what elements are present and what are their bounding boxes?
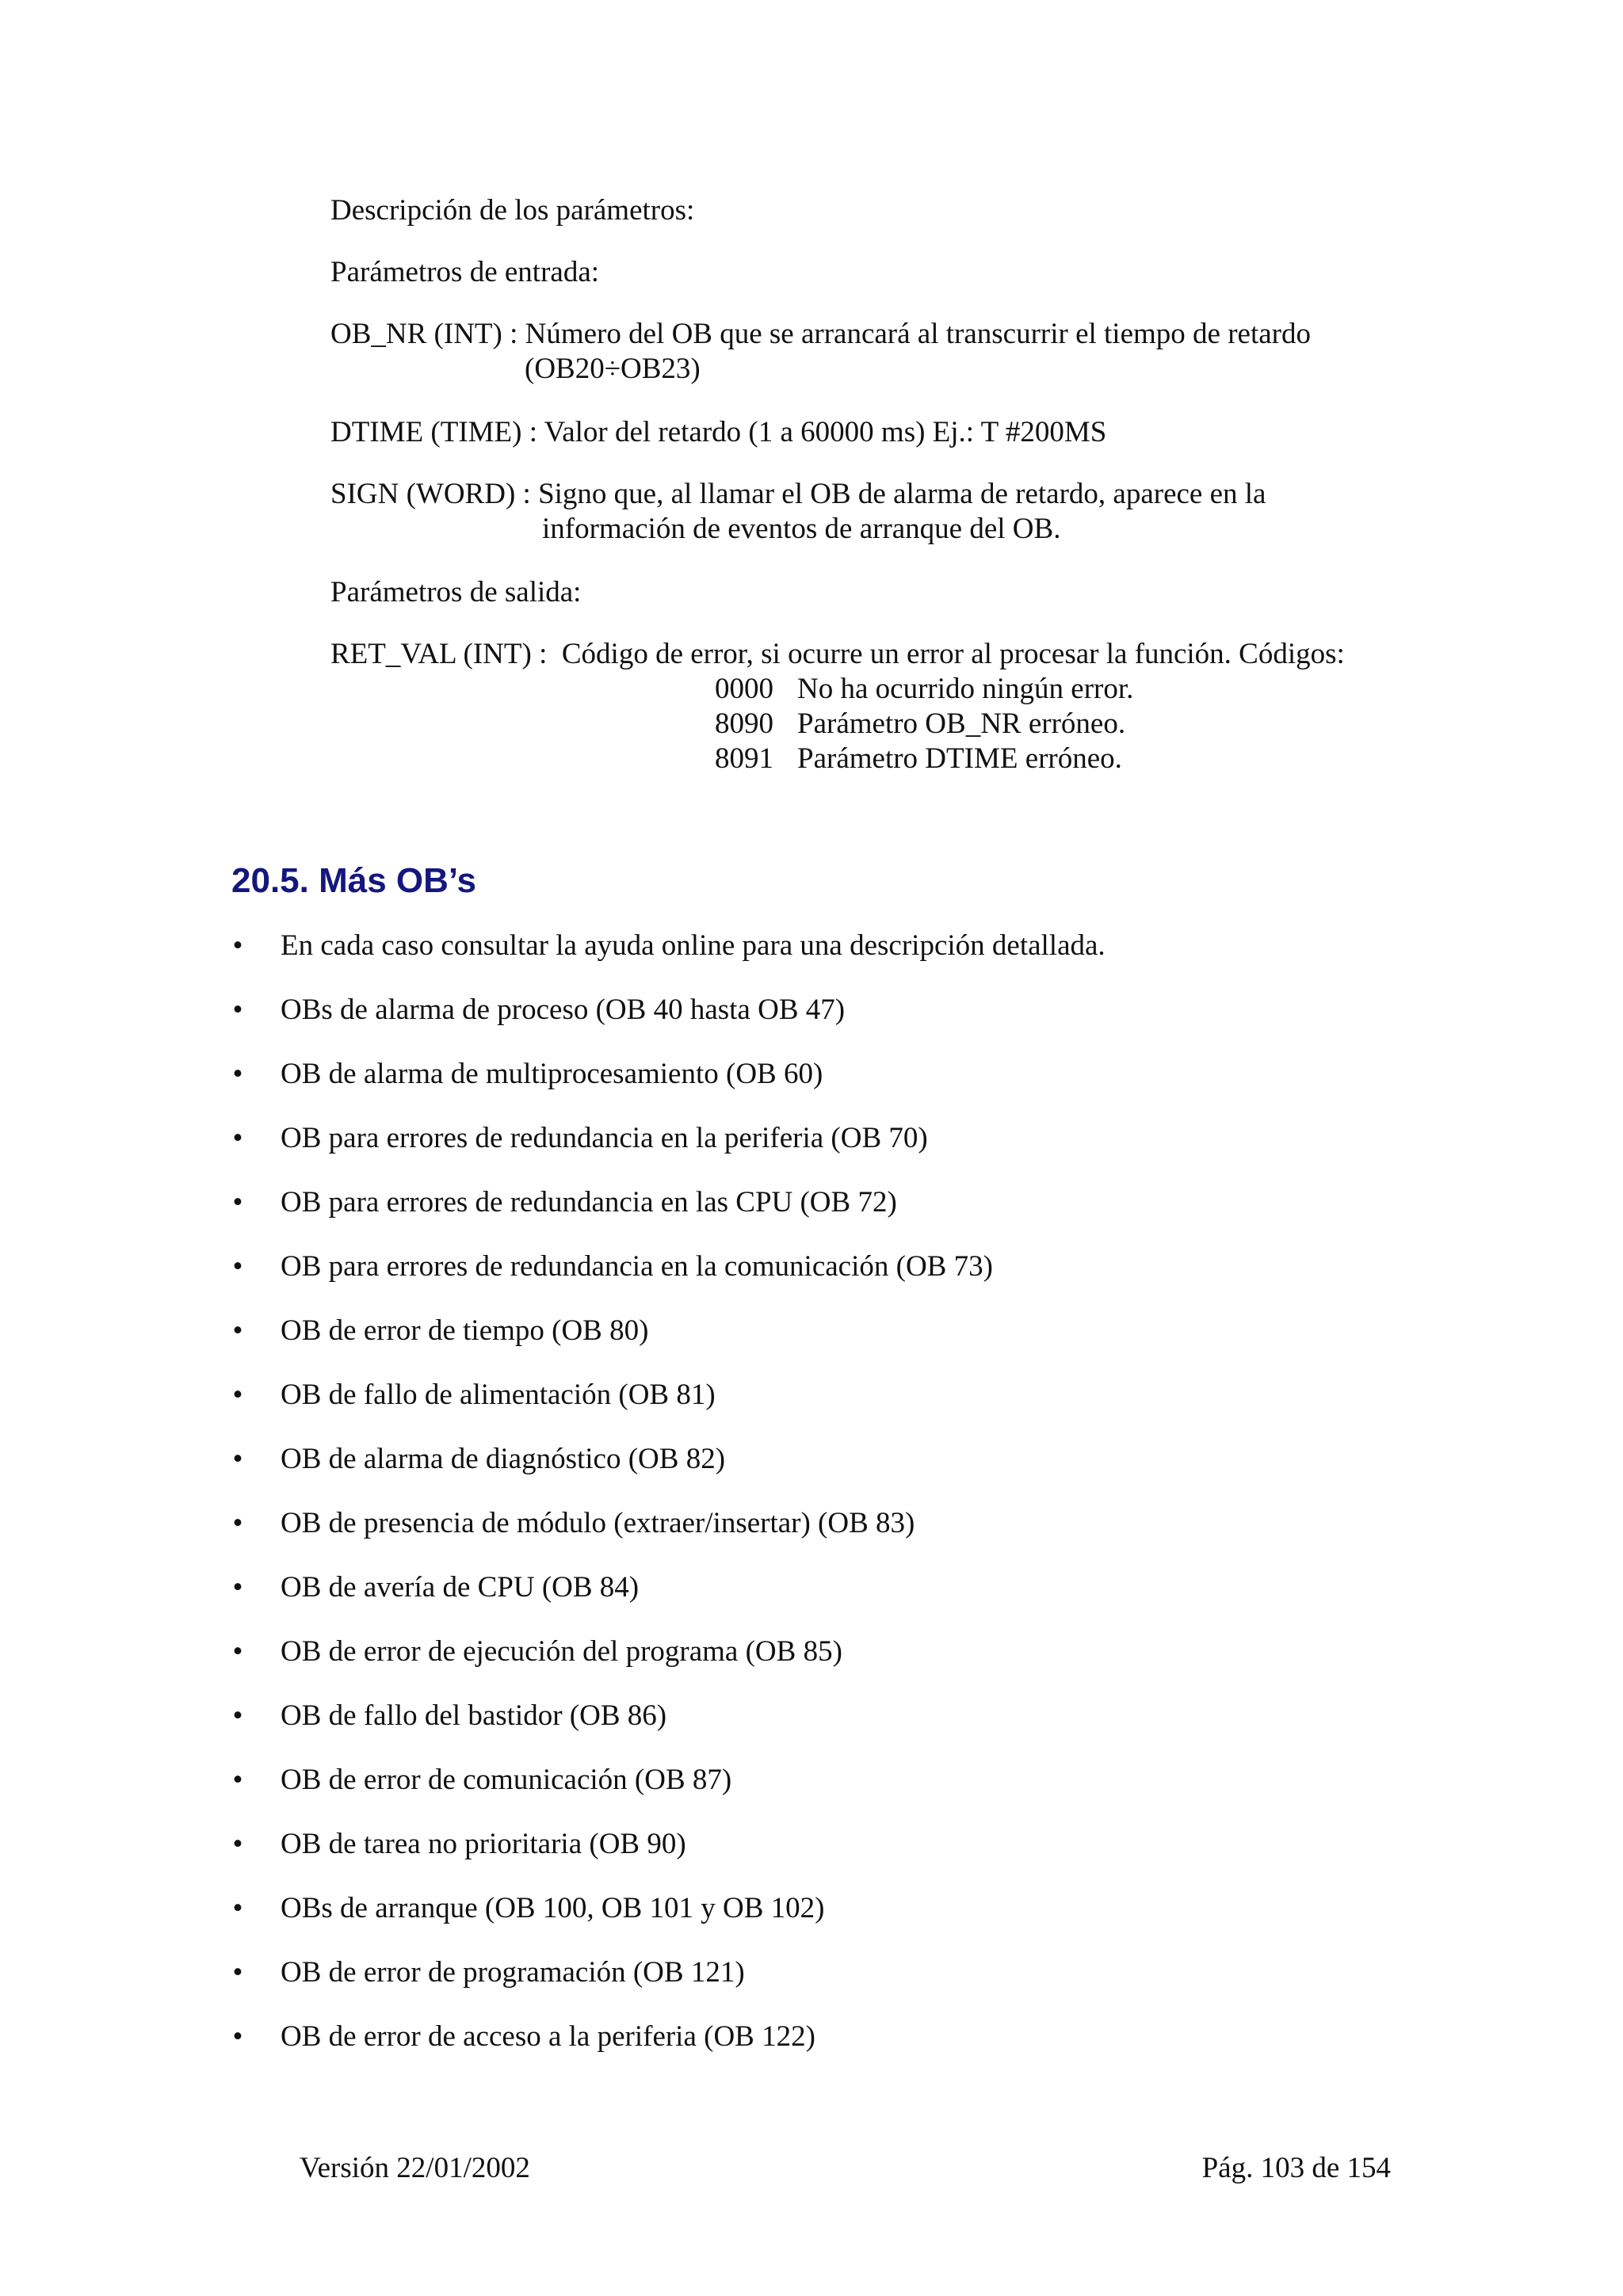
- list-item-text: OB de alarma de multiprocesamiento (OB 60): [281, 1058, 823, 1090]
- sign-param: [330, 477, 1266, 512]
- bullet-icon: •: [232, 994, 243, 1026]
- bullet-icon: •: [232, 1314, 243, 1347]
- list-item: [0, 1763, 1623, 1827]
- bullet-icon: •: [232, 1443, 243, 1475]
- list-item: [0, 1570, 1623, 1634]
- bullet-icon: •: [232, 1250, 243, 1283]
- list-item-text: OB de error de programación (OB 121): [281, 1956, 745, 1989]
- error-code-row: [715, 707, 1125, 742]
- ob-nr-label: OB_NR (INT) :: [330, 318, 525, 350]
- list-item-text: OBs de arranque (OB 100, OB 101 y OB 102): [281, 1892, 825, 1924]
- bullet-icon: •: [232, 1764, 243, 1796]
- list-item-text: En cada caso consultar la ayuda online para una descripción detallada.: [281, 929, 1106, 962]
- ret-val-label: RET_VAL (INT) :: [330, 638, 562, 670]
- list-item-text: OB de fallo de alimentación (OB 81): [281, 1379, 716, 1411]
- list-item-text: OB de error de comunicación (OB 87): [281, 1764, 732, 1796]
- list-item: [0, 1891, 1623, 1955]
- error-code: 8091: [715, 742, 773, 775]
- ob-nr-param: [330, 317, 1311, 352]
- ob-nr-range: (OB20÷OB23): [525, 353, 701, 385]
- list-item-text: OB de alarma de diagnóstico (OB 82): [281, 1443, 726, 1475]
- list-item: [0, 1442, 1623, 1506]
- list-item: [0, 1185, 1623, 1249]
- list-item-text: OBs de alarma de proceso (OB 40 hasta OB 47): [281, 994, 846, 1026]
- bullet-icon: •: [232, 2020, 243, 2053]
- list-item-text: OB de presencia de módulo (extraer/insertar) (OB 83): [281, 1507, 915, 1539]
- error-code: 0000: [715, 673, 773, 705]
- bullet-icon: •: [232, 1058, 243, 1090]
- list-item: [0, 993, 1623, 1057]
- bullet-icon: •: [232, 929, 243, 962]
- list-item: [0, 1506, 1623, 1570]
- error-code-desc: Parámetro DTIME erróneo.: [797, 742, 1122, 775]
- bullet-icon: •: [232, 1635, 243, 1668]
- footer-page-number: Pág. 103 de 154: [1201, 2152, 1391, 2184]
- bullet-icon: •: [232, 1122, 243, 1154]
- list-item: [0, 2019, 1623, 2084]
- sign-label: SIGN (WORD) :: [330, 478, 539, 510]
- list-item: [0, 1699, 1623, 1763]
- error-code-desc: No ha ocurrido ningún error.: [797, 673, 1134, 705]
- footer-version: Versión 22/01/2002: [300, 2152, 530, 2184]
- sign-description: Signo que, al llamar el OB de alarma de retardo, aparece en la: [538, 478, 1266, 510]
- section-heading: 20.5. Más OB’s: [231, 861, 476, 900]
- ret-val-description: Código de error, si ocurre un error al procesar la función. Códigos:: [561, 638, 1345, 670]
- sign-description-cont: información de eventos de arranque del OB.: [542, 513, 1061, 545]
- input-params-heading: Parámetros de entrada:: [330, 256, 600, 288]
- error-code-row: [715, 742, 1122, 776]
- bullet-icon: •: [232, 1892, 243, 1924]
- list-item: [0, 1378, 1623, 1442]
- dtime-param: DTIME (TIME) : Valor del retardo (1 a 60000 ms) Ej.: T #200MS: [330, 416, 1107, 448]
- list-item-text: OB de avería de CPU (OB 84): [281, 1571, 640, 1604]
- list-item: [0, 1827, 1623, 1891]
- list-item-text: OB de error de tiempo (OB 80): [281, 1314, 649, 1347]
- list-item-text: OB de error de ejecución del programa (OB 85): [281, 1635, 842, 1668]
- list-item-text: OB para errores de redundancia en las CPU (OB 72): [281, 1186, 897, 1219]
- error-code-row: [715, 672, 1133, 707]
- bullet-icon: •: [232, 1507, 243, 1539]
- list-item-text: OB para errores de redundancia en la periferia (OB 70): [281, 1122, 928, 1154]
- bullet-icon: •: [232, 1699, 243, 1732]
- list-item: [0, 1249, 1623, 1314]
- list-item: [0, 1314, 1623, 1378]
- ob-bullet-list: [0, 929, 1623, 2084]
- list-item-text: OB de fallo del bastidor (OB 86): [281, 1699, 667, 1732]
- error-code: 8090: [715, 707, 773, 740]
- bullet-icon: •: [232, 1956, 243, 1989]
- list-item-text: OB de tarea no prioritaria (OB 90): [281, 1828, 686, 1860]
- list-item: [0, 929, 1623, 993]
- list-item: [0, 1634, 1623, 1699]
- list-item: [0, 1121, 1623, 1185]
- bullet-icon: •: [232, 1379, 243, 1411]
- bullet-icon: •: [232, 1186, 243, 1219]
- output-params-heading: Parámetros de salida:: [330, 576, 582, 608]
- list-item-text: OB de error de acceso a la periferia (OB 122): [281, 2020, 815, 2053]
- params-title: Descripción de los parámetros:: [330, 194, 695, 227]
- bullet-icon: •: [232, 1571, 243, 1604]
- list-item: [0, 1057, 1623, 1121]
- ob-nr-description: Número del OB que se arrancará al transcurrir el tiempo de retardo: [525, 318, 1311, 350]
- bullet-icon: •: [232, 1828, 243, 1860]
- list-item: [0, 1955, 1623, 2019]
- ret-val-param: [330, 637, 1345, 672]
- error-code-desc: Parámetro OB_NR erróneo.: [797, 707, 1126, 740]
- list-item-text: OB para errores de redundancia en la comunicación (OB 73): [281, 1250, 993, 1283]
